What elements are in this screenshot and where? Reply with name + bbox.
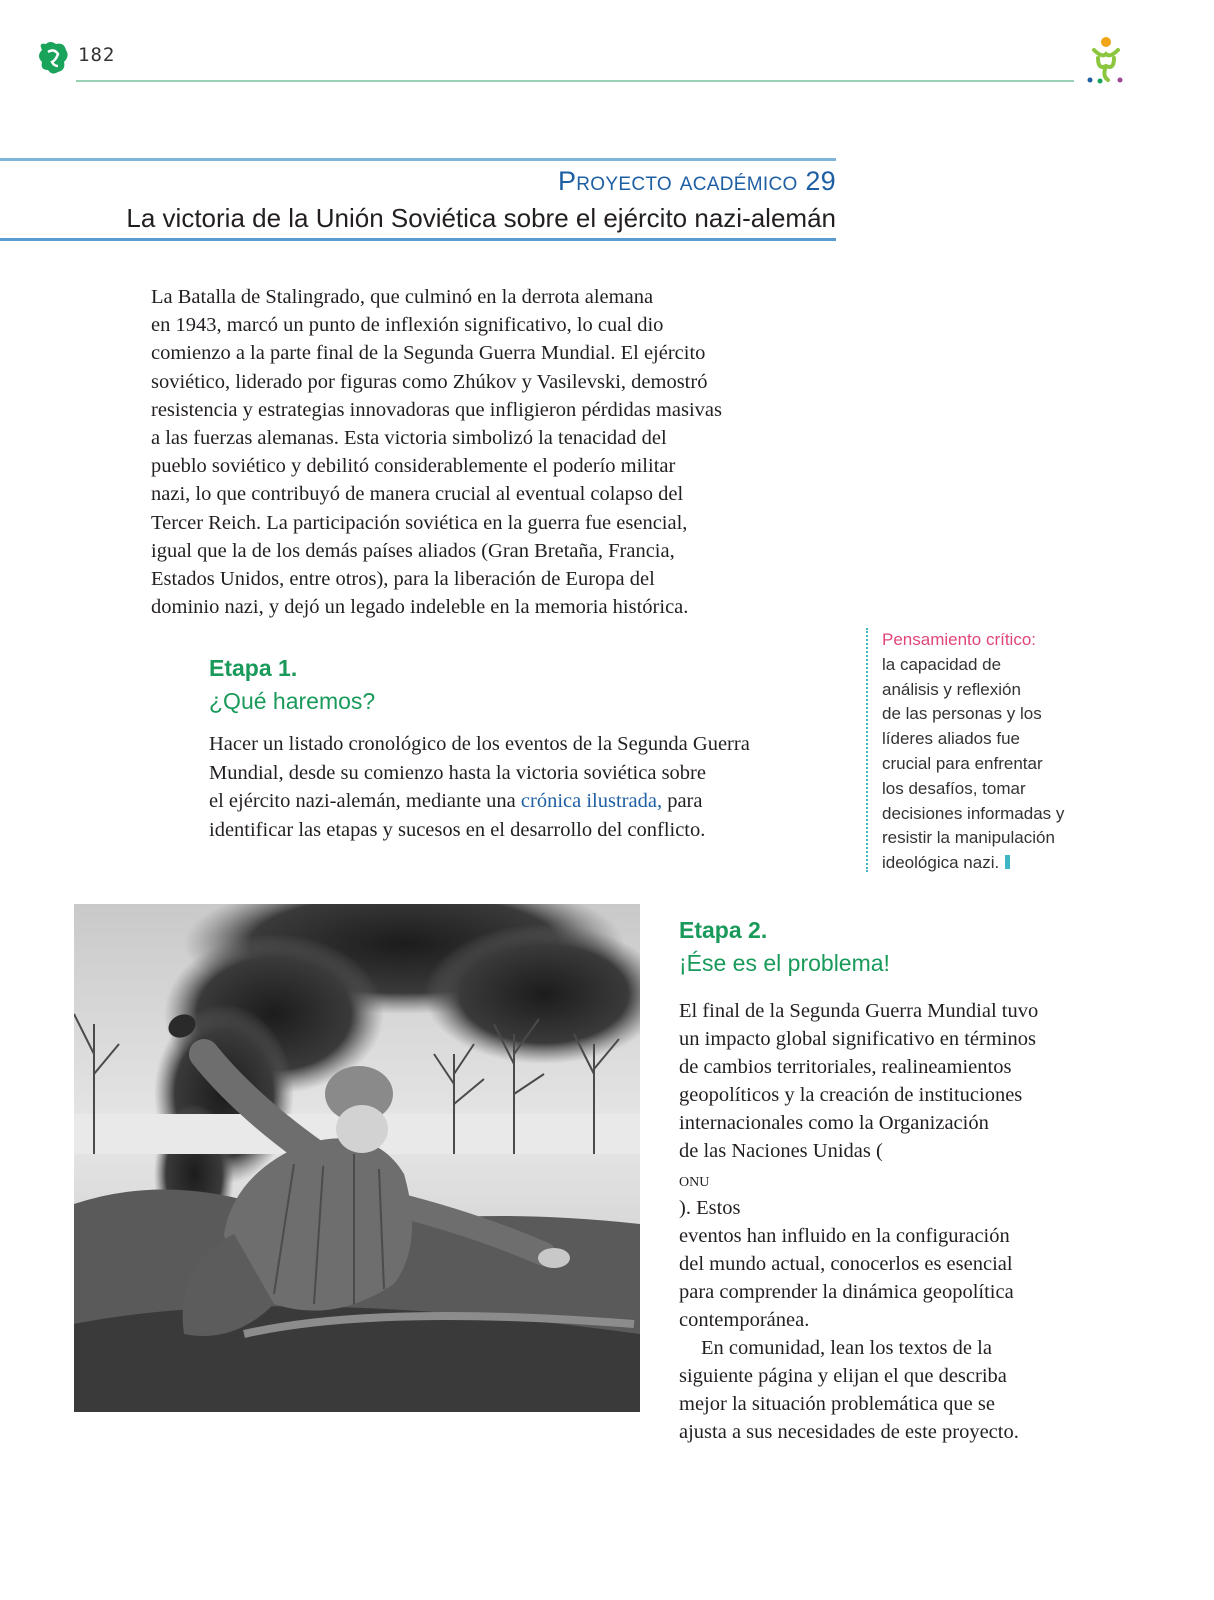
glossary-line-last: [882, 851, 1122, 876]
stage2-line: siguiente página y elijan el que describa: [679, 1365, 1007, 1388]
header-rule: [76, 80, 1074, 82]
stage1-line: [209, 787, 829, 816]
intro-line: nazi, lo que contribuyó de manera crucial al eventual colapso del: [151, 483, 684, 506]
project-title: Proyecto académico 29: [557, 166, 836, 196]
stage2-line: del mundo actual, conocerlos es esencial: [679, 1252, 1013, 1275]
series-logo-icon: [1076, 36, 1132, 86]
stage2-line: ajusta a sus necesidades de este proyecto.: [679, 1421, 1019, 1444]
glossary-line: líderes aliados fue: [882, 729, 1020, 749]
stage2-heading: [679, 914, 890, 980]
stage2-line-text: de las Naciones Unidas (: [679, 1140, 883, 1163]
glossary-line: los desafíos, tomar: [882, 778, 1026, 798]
glossary-line: de las personas y los: [882, 704, 1042, 724]
glossary-line: decisiones informadas y: [882, 803, 1065, 823]
project-subtitle: La victoria de la Unión Soviética sobre el ejército nazi-alemán: [126, 203, 836, 233]
intro-line: pueblo soviético y debilitó considerablemente el poderío militar: [151, 455, 676, 478]
stage1-line: Hacer un listado cronológico de los eventos de la Segunda Guerra: [209, 733, 750, 755]
stage2-title: Etapa 2.: [679, 917, 768, 943]
stage2-line: En comunidad, lean los textos de la: [701, 1337, 992, 1360]
glossary-sidebar: [866, 628, 1122, 872]
stage1-title: Etapa 1.: [209, 655, 298, 681]
intro-line: dominio nazi, y dejó un legado indeleble en la memoria histórica.: [151, 596, 689, 619]
glossary-line: análisis y reflexión: [882, 679, 1021, 699]
stage2-line-text: ). Estos: [679, 1196, 741, 1219]
stage1-line: identificar las etapas y sucesos en el desarrollo del conflicto.: [209, 818, 706, 841]
stage1-line-text: el ejército nazi-alemán, mediante una: [209, 790, 521, 812]
stage2-line: un impacto global significativo en términos: [679, 1028, 1036, 1051]
cronica-ilustrada-link[interactable]: crónica ilustrada,: [520, 790, 663, 812]
stage2-line: geopolíticos y la creación de instituciones: [679, 1084, 1023, 1107]
historical-photo: [74, 904, 640, 1412]
glossary-line: crucial para enfrentar: [882, 753, 1043, 773]
intro-line: igual que la de los demás países aliados (Gran Bretaña, Francia,: [151, 539, 675, 562]
soldier-grenade-photo-icon: [74, 904, 640, 1412]
end-marker-icon: [1005, 855, 1010, 869]
intro-line: resistencia y estrategias innovadoras que infligieron pérdidas masivas: [151, 398, 722, 421]
intro-line: Estados Unidos, entre otros), para la liberación de Europa del: [151, 568, 655, 591]
stage2-line: [679, 1137, 1119, 1221]
stage2-line: contemporánea.: [679, 1309, 810, 1332]
onu-abbreviation: onu: [679, 1168, 710, 1191]
stage2-line: eventos han influido en la configuración: [679, 1224, 1010, 1247]
textbook-logo-icon: [36, 40, 70, 76]
stage1-paragraph: [209, 730, 829, 844]
intro-line: soviético, liderado por figuras como Zhúkov y Vasilevski, demostró: [151, 370, 708, 393]
intro-line: La Batalla de Stalingrado, que culminó en la derrota alemana: [151, 286, 654, 308]
page-number: 182: [78, 44, 116, 66]
intro-line: en 1943, marcó un punto de inflexión significativo, lo cual dio: [151, 314, 664, 337]
stage2-line: El final de la Segunda Guerra Mundial tuvo: [679, 1000, 1039, 1022]
stage2-paragraph: [679, 997, 1119, 1447]
glossary-line: resistir la manipulación: [882, 828, 1055, 848]
stage2-line: de cambios territoriales, realineamientos: [679, 1056, 1012, 1079]
stage2-subtitle: ¡Ése es el problema!: [679, 950, 890, 976]
title-rule-bottom: [0, 238, 836, 241]
intro-line: a las fuerzas alemanas. Esta victoria simbolizó la tenacidad del: [151, 427, 667, 450]
stage1-line-text: para: [662, 790, 703, 812]
intro-line: Tercer Reich. La participación soviética en la guerra fue esencial,: [151, 511, 688, 534]
intro-line: comienzo a la parte final de la Segunda Guerra Mundial. El ejército: [151, 342, 706, 365]
glossary-line-text: ideológica nazi.: [882, 853, 1000, 873]
stage2-line: mejor la situación problemática que se: [679, 1393, 995, 1416]
glossary-term: Pensamiento crítico:: [882, 630, 1037, 649]
stage1-subtitle: ¿Qué haremos?: [209, 688, 376, 714]
stage1-heading: [209, 652, 375, 718]
title-rule-top: [0, 158, 836, 161]
stage2-line: internacionales como la Organización: [679, 1112, 989, 1135]
glossary-line: la capacidad de: [882, 654, 1002, 674]
stage1-line: Mundial, desde su comienzo hasta la victoria soviética sobre: [209, 761, 706, 784]
stage2-line: para comprender la dinámica geopolítica: [679, 1280, 1014, 1303]
intro-paragraph: [151, 283, 801, 621]
